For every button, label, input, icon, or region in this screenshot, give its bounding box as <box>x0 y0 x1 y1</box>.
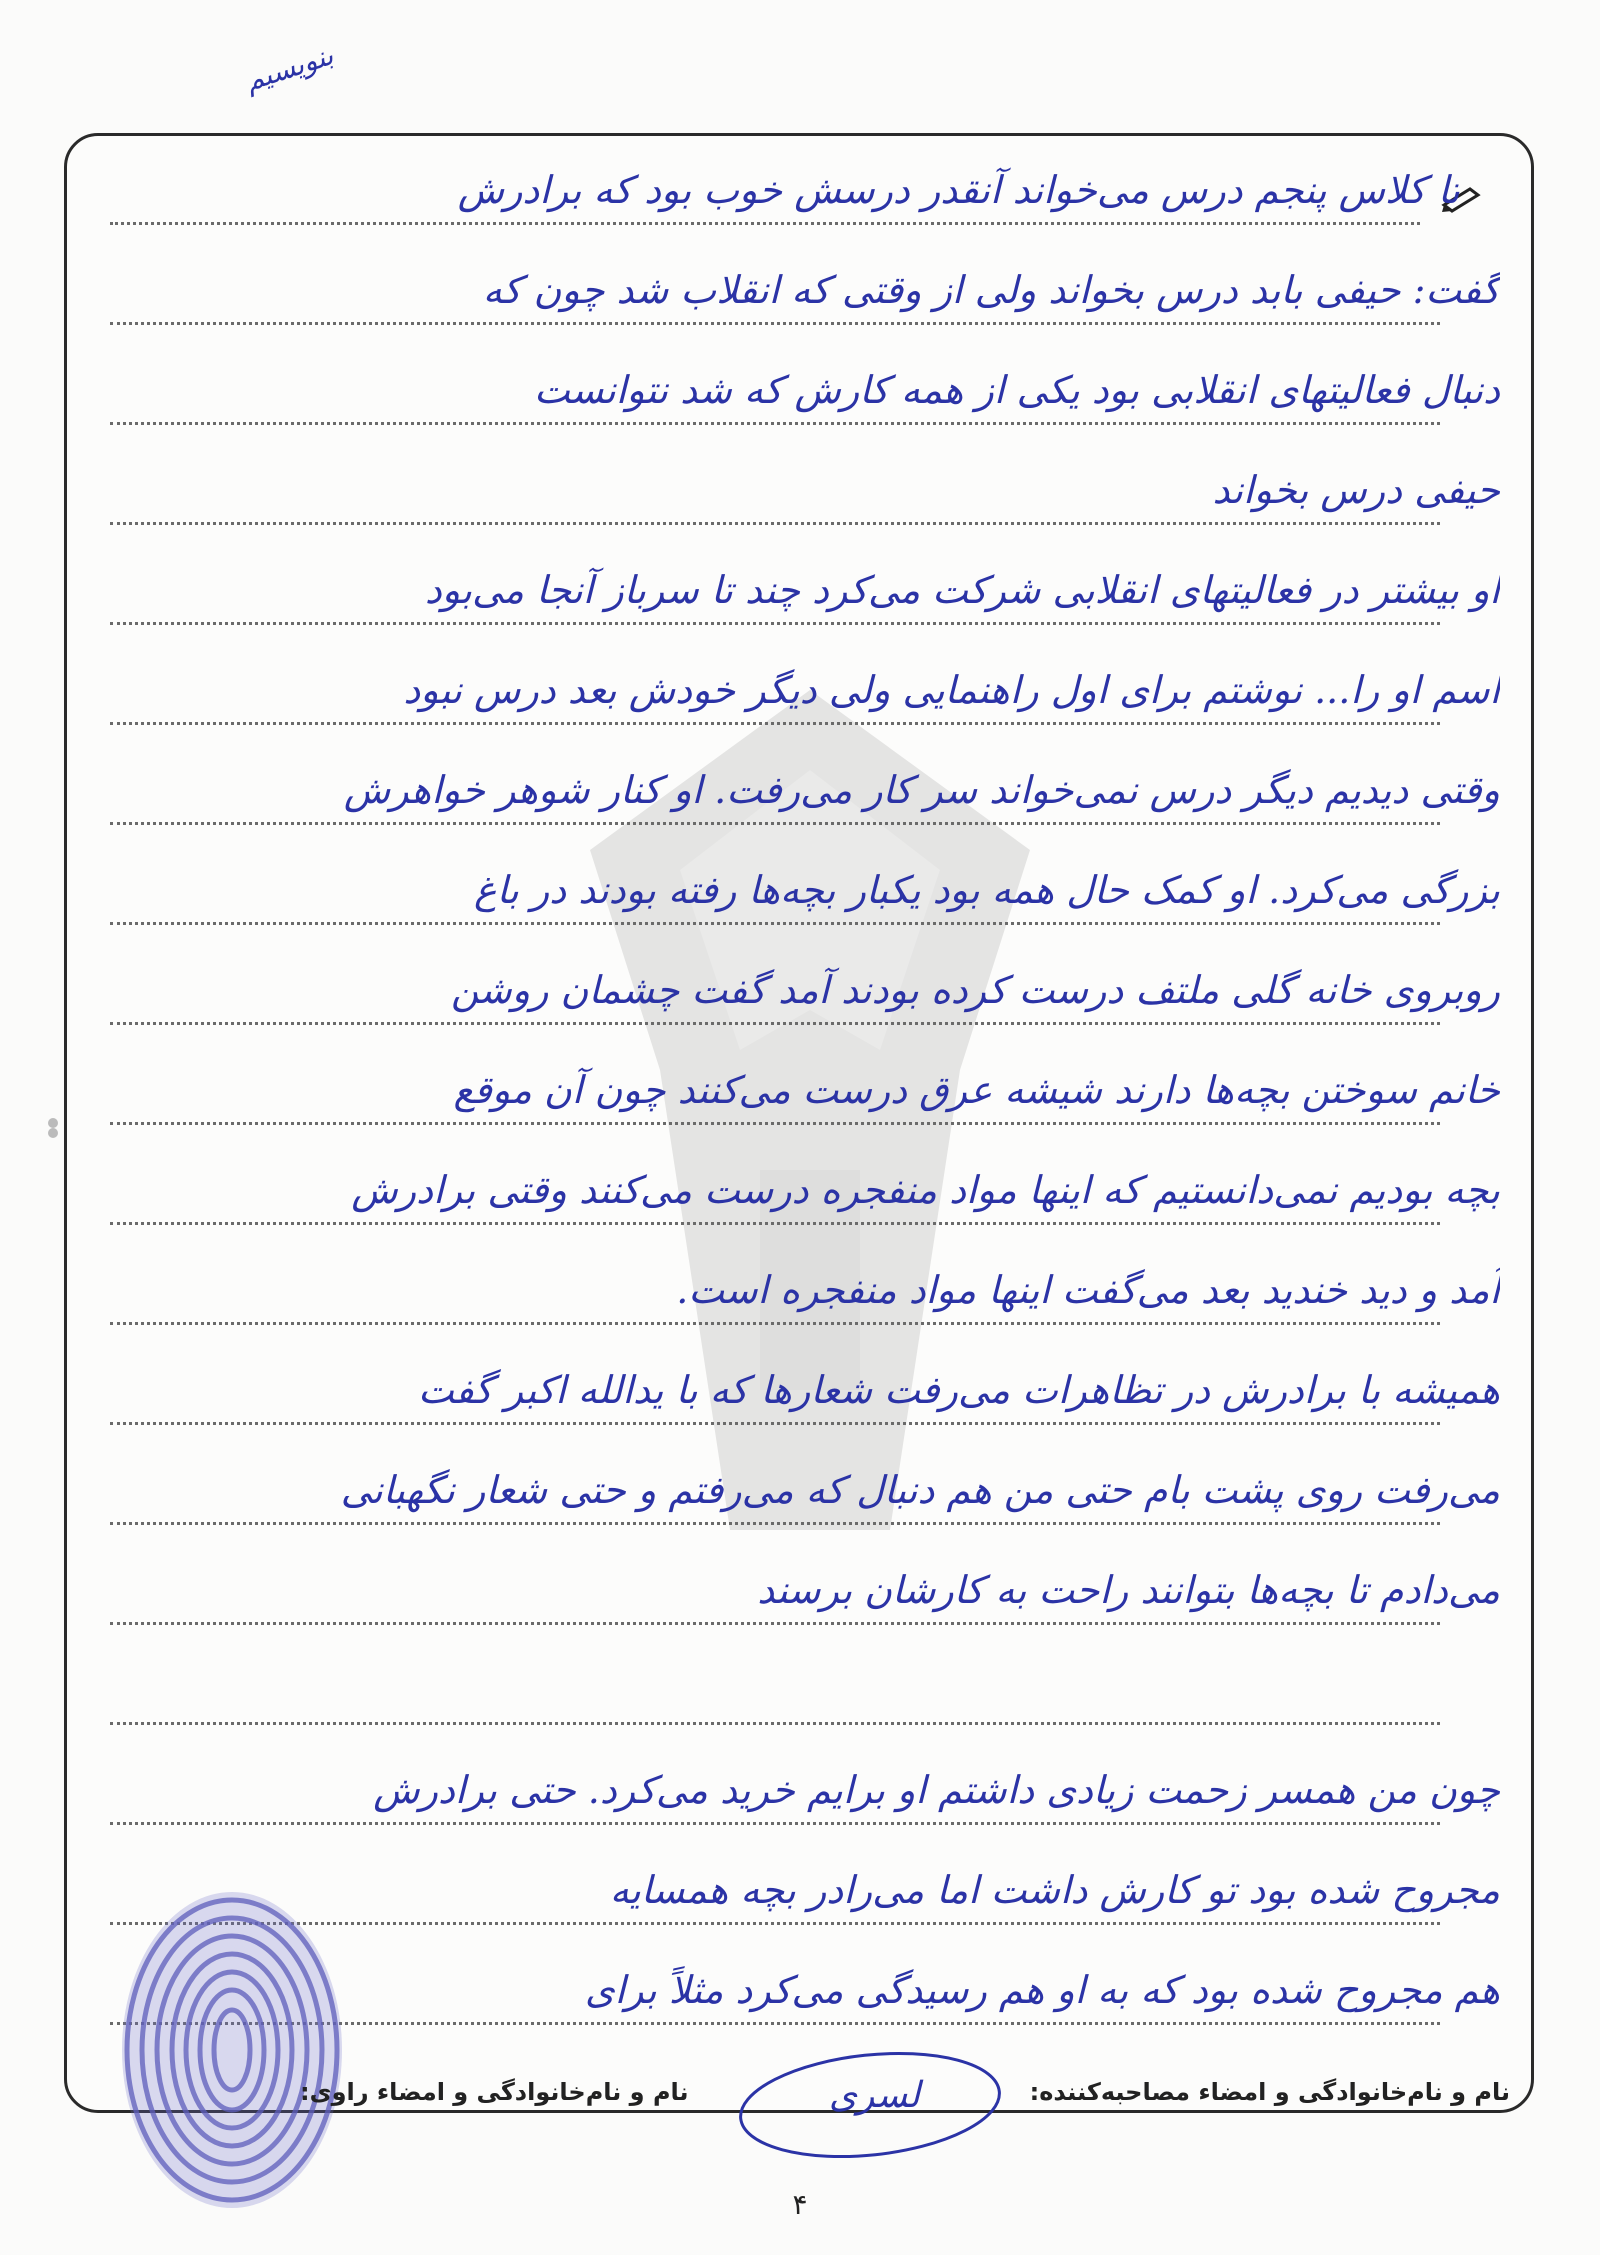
handwritten-line: گفت: حیفی بابد درس بخواند ولی از وقتی که انقلاب شد چون که <box>482 268 1500 312</box>
punch-hole-mark <box>48 1128 58 1138</box>
handwritten-line: بچه بودیم نمی‌دانستیم که اینها مواد منفجره درست می‌کنند وقتی برادرش <box>351 1168 1500 1212</box>
handwritten-line: او بیشتر در فعالیتهای انقلابی شرکت می‌کرد چند تا سرباز آنجا می‌بود <box>424 568 1500 612</box>
punch-hole-mark <box>48 1118 58 1128</box>
handwritten-line: روبروی خانه گلی ملتف درست کرده بودند آمد گفت چشمان روشن <box>451 968 1500 1012</box>
page-number: ۴ <box>792 2188 808 2221</box>
handwritten-line: مجروح شده بود تو کارش داشت اما می‌رادر بچه همسایه <box>609 1868 1500 1912</box>
handwritten-line: حیفی درس بخواند <box>1212 468 1500 512</box>
interviewer-signature-label: نام و نام‌خانوادگی و امضاء مصاحبه‌کننده: <box>1029 2078 1510 2106</box>
handwritten-line: چون من همسر زحمت زیادی داشتم او برایم خرید می‌کرد. حتی برادرش <box>373 1768 1500 1812</box>
handwritten-line: می‌رفت روی پشت بام حتی من هم دنبال که می‌رفتم و حتی شعار نگهبانی <box>340 1468 1500 1512</box>
handwritten-line: وقتی دیدیم دیگر درس نمی‌خواند سر کار می‌رفت. او کنار شوهر خواهرش <box>343 768 1500 812</box>
handwritten-line: هم مجروح شده بود که به او هم رسیدگی می‌کرد مثلاً برای <box>584 1968 1500 2012</box>
handwritten-line: آمد و دید خندید بعد می‌گفت اینها مواد منفجره است. <box>676 1268 1500 1312</box>
handwritten-line: دنبال فعالیتهای انقلابی بود یکی از همه کارش که شد نتوانست <box>534 368 1500 412</box>
handwritten-line: همیشه با برادرش در تظاهرات می‌رفت شعارها که با یدالله اکبر گفت <box>418 1368 1500 1412</box>
signature-text: لسری <box>828 2075 920 2116</box>
top-note: بنویسیم <box>240 38 338 98</box>
handwritten-line: بزرگی می‌کرد. او کمک حال همه بود یکبار بچه‌ها رفته بودند در باغ <box>473 868 1500 912</box>
narrator-signature-label: نام و نام‌خانوادگی و امضاء راوی: <box>300 2078 689 2106</box>
fingerprint-stamp <box>112 1880 352 2240</box>
ruled-line <box>110 1722 1440 1725</box>
handwritten-line: اسم او را... نوشتم برای اول راهنمایی ولی دیگر خودش بعد درس نبود <box>403 668 1500 712</box>
handwritten-line: خانم سوختن بچه‌ها دارند شیشه عرق درست می‌کنند چون آن موقع <box>453 1068 1500 1112</box>
handwritten-line: می‌دادم تا بچه‌ها بتوانند راحت به کارشان برسند <box>757 1568 1500 1612</box>
handwritten-line: تا کلاس پنجم درس می‌خواند آنقدر درسش خوب بود که برادرش <box>457 168 1460 212</box>
